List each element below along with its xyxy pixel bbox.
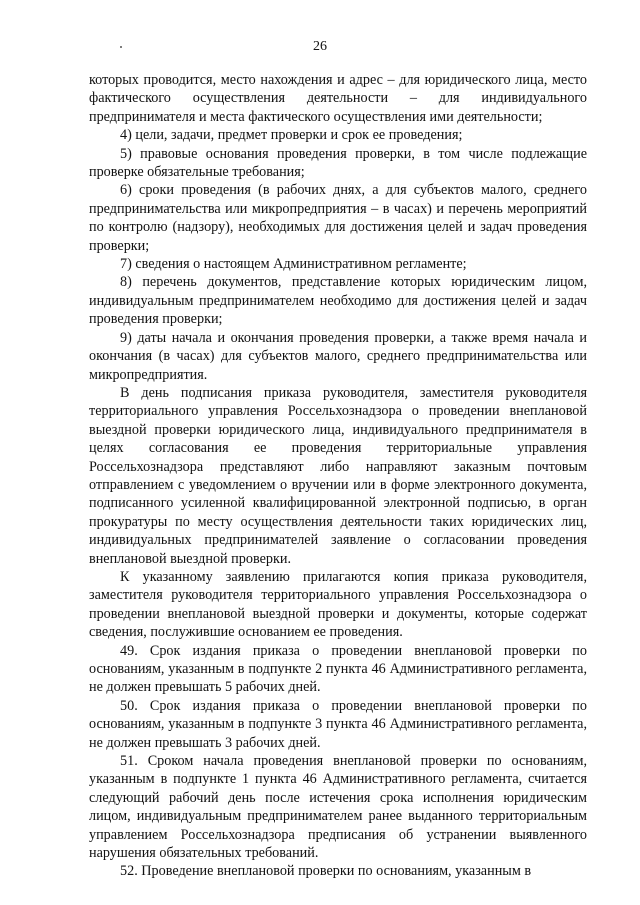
paragraph-51: 51. Сроком начала проведения внеплановой проверки по основаниям, указанным в подпункте 1 пункта 46 Административного регламента, считается следующий рабочий день после истечения срока исполнения юридическим лицом, индивидуальным предпринимателем ранее выданного территориальным управлением Россельхознадзора предписания об устранении выявленного нарушения обязательных требований.	[89, 753, 587, 862]
paragraph-item-5: 5) правовые основания проведения проверки, в том числе подлежащие проверке обязательные требования;	[89, 145, 587, 181]
document-body	[89, 71, 587, 881]
paragraph-item-7: 7) сведения о настоящем Административном регламенте;	[120, 256, 467, 273]
paragraph-item-6: 6) сроки проведения (в рабочих днях, а для субъектов малого, среднего предпринимательства или микропредприятия – в часах) и перечень мероприятий по контролю (надзору), необходимых для достижения целей и задач проведения проверки;	[89, 182, 587, 254]
paragraph-item-8: 8) перечень документов, представление которых юридическим лицом, индивидуальным предпринимателем необходимо для достижения целей и задач проведения проверки;	[89, 274, 587, 328]
page-number: 26	[313, 39, 327, 54]
paragraph-attachments: К указанному заявлению прилагаются копия приказа руководителя, заместителя руководителя территориального управления Россельхознадзора о проведении внеплановой выездной проверки и документы, которые содержат сведения, послужившие основанием ее проведения.	[89, 568, 587, 641]
paragraph-approval-request: В день подписания приказа руководителя, заместителя руководителя территориального управления Россельхознадзора о проведении внеплановой выездной проверки юридического лица, индивидуального предпринимателя в целях согласования ее проведения территориальные управления Россельхознадзора представляют либо направляют заказным почтовым отправлением с уведомлением о вручении или в форме электронного документа, подписанного усиленной квалифицированной электронной подписью, в орган прокуратуры по месту осуществления деятельности таких юридических лиц, индивидуальных предпринимателей заявление о согласовании проведения внеплановой выездной проверки.	[89, 384, 587, 567]
paragraph-item-9: 9) даты начала и окончания проведения проверки, а также время начала и окончания (в часах) для субъектов малого, среднего предпринимательства или микропредприятия.	[89, 329, 587, 383]
paragraph-52: 52. Проведение внеплановой проверки по основаниям, указанным в	[120, 863, 532, 880]
paragraph-49: 49. Срок издания приказа о проведении внеплановой проверки по основаниям, указанным в подпункте 2 пункта 46 Административного регламента, не должен превышать 5 рабочих дней.	[89, 642, 587, 696]
paragraph-item-4: 4) цели, задачи, предмет проверки и срок ее проведения;	[120, 127, 463, 144]
scan-speck	[120, 46, 122, 48]
paragraph-50: 50. Срок издания приказа о проведении внеплановой проверки по основаниям, указанным в подпункте 3 пункта 46 Административного регламента, не должен превышать 3 рабочих дней.	[89, 697, 587, 751]
paragraph-continuation: которых проводится, место нахождения и адрес – для юридического лица, место фактического осуществления деятельности – для индивидуального предпринимателя и места фактического осуществления ими деятельности;	[89, 72, 587, 125]
